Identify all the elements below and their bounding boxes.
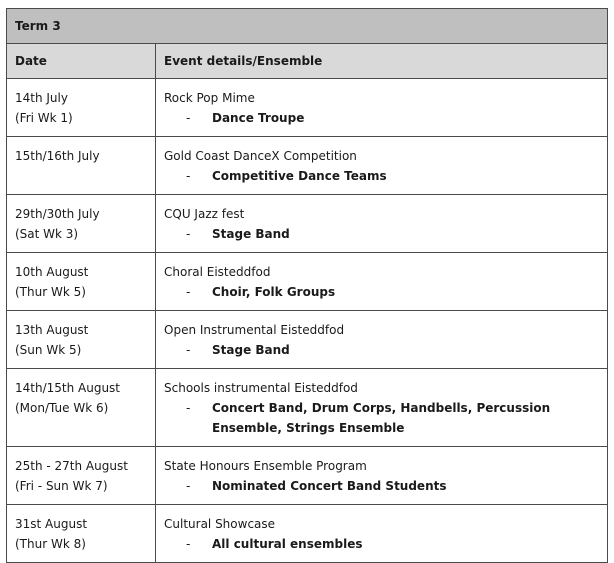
bullet-dash: - bbox=[186, 111, 191, 125]
table-row bbox=[7, 195, 608, 253]
week-line: (Thur Wk 8) bbox=[15, 537, 86, 551]
event-name: CQU Jazz fest bbox=[164, 207, 245, 221]
date-cell bbox=[7, 505, 156, 563]
event-cell bbox=[156, 505, 608, 563]
event-name: Cultural Showcase bbox=[164, 517, 276, 531]
week-line: (Sun Wk 5) bbox=[15, 343, 82, 357]
event-name: Choral Eisteddfod bbox=[164, 265, 271, 279]
bullet-dash: - bbox=[186, 227, 191, 241]
date-line: 31st August bbox=[15, 517, 88, 531]
bullet-dash: - bbox=[186, 169, 191, 183]
date-cell bbox=[7, 311, 156, 369]
table-row bbox=[7, 137, 608, 195]
ensemble-name: All cultural ensembles bbox=[212, 537, 363, 551]
bullet-dash: - bbox=[186, 343, 191, 357]
date-line: 25th - 27th August bbox=[15, 459, 128, 473]
event-cell bbox=[156, 137, 608, 195]
event-cell bbox=[156, 369, 608, 447]
event-column-header: Event details/Ensemble bbox=[156, 44, 608, 79]
event-cell bbox=[156, 311, 608, 369]
ensemble-name: Concert Band, Drum Corps, Handbells, Percussion Ensemble, Strings Ensemble bbox=[212, 401, 551, 435]
ensemble-name: Dance Troupe bbox=[212, 111, 305, 125]
week-line: (Mon/Tue Wk 6) bbox=[15, 401, 109, 415]
event-name: Rock Pop Mime bbox=[164, 91, 255, 105]
date-column-header: Date bbox=[7, 44, 156, 79]
bullet-dash: - bbox=[186, 537, 191, 551]
event-cell bbox=[156, 447, 608, 505]
table-row bbox=[7, 505, 608, 563]
week-line: (Sat Wk 3) bbox=[15, 227, 79, 241]
table-row bbox=[7, 369, 608, 447]
date-line: 10th August bbox=[15, 265, 89, 279]
date-cell bbox=[7, 195, 156, 253]
event-cell bbox=[156, 195, 608, 253]
week-line: (Fri Wk 1) bbox=[15, 111, 73, 125]
ensemble-name: Choir, Folk Groups bbox=[212, 285, 336, 299]
term-events-table bbox=[6, 8, 608, 563]
term-title: Term 3 bbox=[7, 9, 608, 44]
ensemble-name: Stage Band bbox=[212, 343, 290, 357]
event-name: State Honours Ensemble Program bbox=[164, 459, 367, 473]
table-row bbox=[7, 79, 608, 137]
date-line: 14th/15th August bbox=[15, 381, 121, 395]
date-line: 15th/16th July bbox=[15, 149, 100, 163]
date-cell bbox=[7, 137, 156, 195]
event-cell bbox=[156, 79, 608, 137]
term-row bbox=[7, 9, 608, 44]
bullet-dash: - bbox=[186, 479, 191, 493]
bullet-dash: - bbox=[186, 285, 191, 299]
date-line: 29th/30th July bbox=[15, 207, 100, 221]
event-name: Gold Coast DanceX Competition bbox=[164, 149, 357, 163]
date-cell bbox=[7, 253, 156, 311]
date-cell bbox=[7, 79, 156, 137]
date-line: 14th July bbox=[15, 91, 68, 105]
event-cell bbox=[156, 253, 608, 311]
week-line: (Thur Wk 5) bbox=[15, 285, 86, 299]
ensemble-name: Stage Band bbox=[212, 227, 290, 241]
date-cell bbox=[7, 447, 156, 505]
table-row bbox=[7, 253, 608, 311]
date-cell bbox=[7, 369, 156, 447]
event-name: Open Instrumental Eisteddfod bbox=[164, 323, 345, 337]
table-row bbox=[7, 311, 608, 369]
date-line: 13th August bbox=[15, 323, 89, 337]
ensemble-name: Competitive Dance Teams bbox=[212, 169, 387, 183]
ensemble-name: Nominated Concert Band Students bbox=[212, 479, 447, 493]
bullet-dash: - bbox=[186, 401, 191, 415]
events-table-container bbox=[6, 8, 607, 563]
event-name: Schools instrumental Eisteddfod bbox=[164, 381, 358, 395]
table-row bbox=[7, 447, 608, 505]
header-row bbox=[7, 44, 608, 79]
week-line: (Fri - Sun Wk 7) bbox=[15, 479, 108, 493]
